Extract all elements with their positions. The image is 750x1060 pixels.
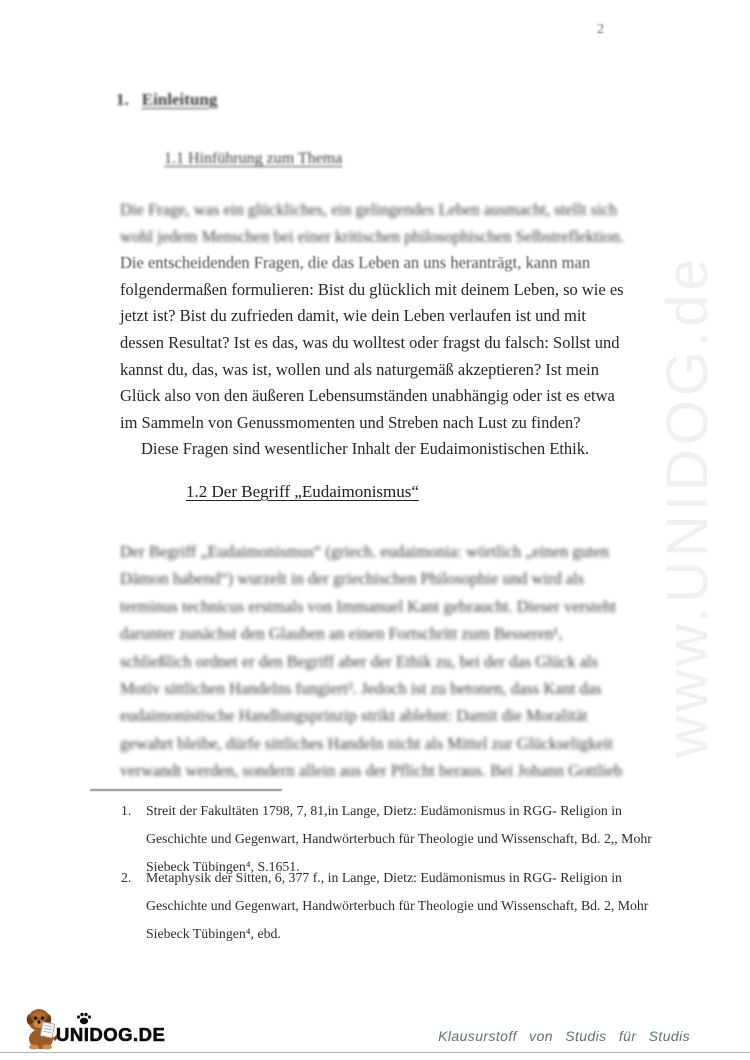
footnote-line: Streit der Fakultäten 1798, 7, 81,in Lange, Dietz: Eudämonismus in RGG- Religion in xyxy=(146,803,622,818)
text-line: terminus technicus erstmals von Immanuel Kant gebraucht. Dieser versteht xyxy=(120,596,617,616)
footnote-line: Siebeck Tübingen⁴, S.1651. xyxy=(146,859,300,875)
text-line: im Sammeln von Genussmomenten und Streben nach Lust zu finden? xyxy=(120,412,581,432)
text-line: Dämon habend“) wurzelt in der griechischen Philosophie und wird als xyxy=(120,569,585,589)
text-line: Glück also von den äußeren Lebensumständen unabhängig oder ist es etwa xyxy=(120,386,615,406)
subsection-heading-1-1: 1.1 Hinführung zum Thema xyxy=(164,150,343,167)
text-line: jetzt ist? Bist du zufrieden damit, wie dein Leben verlaufen ist und mit xyxy=(120,306,586,326)
footer-tagline: Klausurstoff von Studis für Studis xyxy=(438,1028,690,1044)
text-line: Die Frage, was ein glückliches, ein gelingendes Leben ausmacht, stellt sich xyxy=(120,200,618,219)
text-line: dessen Resultat? Ist es das, was du wolltest oder fragst du falsch: Sollst und xyxy=(120,332,620,352)
heading-text: Einleitung xyxy=(141,90,218,109)
text-line: gewahrt bleibe, dürfe sittliches Handeln nicht als Mittel zur Glückseligkeit xyxy=(120,733,614,753)
text-line: wohl jedem Menschen bei einer kritischen philosophischen Selbstreflektion. xyxy=(120,226,625,246)
text-line: Der Begriff „Eudaimonismus“ (griech. eudaimonia: wörtlich „einen guten xyxy=(120,542,610,561)
text-line: Die entscheidenden Fragen, die das Leben an uns heranträgt, kann man xyxy=(120,253,591,273)
heading-number: 1. xyxy=(116,90,129,109)
text-line: Motiv sittlichen Handelns fungiert². Jedoch ist zu betonen, dass Kant das xyxy=(120,679,602,699)
text-line: darunter zunächst den Glauben an einen Fortschritt zum Besseren¹, xyxy=(120,624,563,644)
footnote-2 xyxy=(121,864,649,949)
footnote-line: Metaphysik der Sitten, 6, 377 f., in Lange, Dietz: Eudämonismus in RGG- Religion in xyxy=(146,870,622,885)
footnote-separator xyxy=(90,789,282,791)
text-line: eudaimonistische Handlungsprinzip strikt ablehnt: Damit die Moralität xyxy=(120,706,588,726)
footer-divider xyxy=(0,1052,750,1053)
page-number: 2 xyxy=(597,22,604,37)
footnote-number: 2. xyxy=(121,870,132,885)
paragraph-eudaimonismus xyxy=(120,538,660,785)
paragraph-intro xyxy=(120,197,660,463)
footnote-line: Geschichte und Gegenwart, Handwörterbuch für Theologie und Wissenschaft, Bd. 2,, Mohr xyxy=(146,831,652,847)
logo-text: UNIDOG.DE xyxy=(56,1024,166,1045)
section-heading-einleitung xyxy=(116,90,217,110)
footnote-number: 1. xyxy=(121,803,132,818)
text-line: kannst du, das, was ist, wollen und als naturgemäß akzeptieren? Ist mein xyxy=(120,359,599,379)
footnote-line: Geschichte und Gegenwart, Handwörterbuch für Theologie und Wissenschaft, Bd. 2, Mohr xyxy=(146,898,649,914)
text-line: schließlich ordnet er den Begriff aber der Ethik zu, bei der das Glück als xyxy=(120,651,599,671)
text-line: folgendermaßen formulieren: Bist du glücklich mit deinem Leben, so wie es xyxy=(120,279,624,299)
text-line: Diese Fragen sind wesentlicher Inhalt der Eudaimonistischen Ethik. xyxy=(141,439,590,459)
footnote-line: Siebeck Tübingen⁴, ebd. xyxy=(146,926,281,942)
unidog-watermark: www.UNIDOG.de xyxy=(655,254,720,758)
subsection-heading-1-2: 1.2 Der Begriff „Eudaimonismus“ xyxy=(186,482,419,501)
text-line: verwandt werden, sondern allein aus der Pflicht heraus. Bei Johann Gottlieb xyxy=(120,761,623,781)
